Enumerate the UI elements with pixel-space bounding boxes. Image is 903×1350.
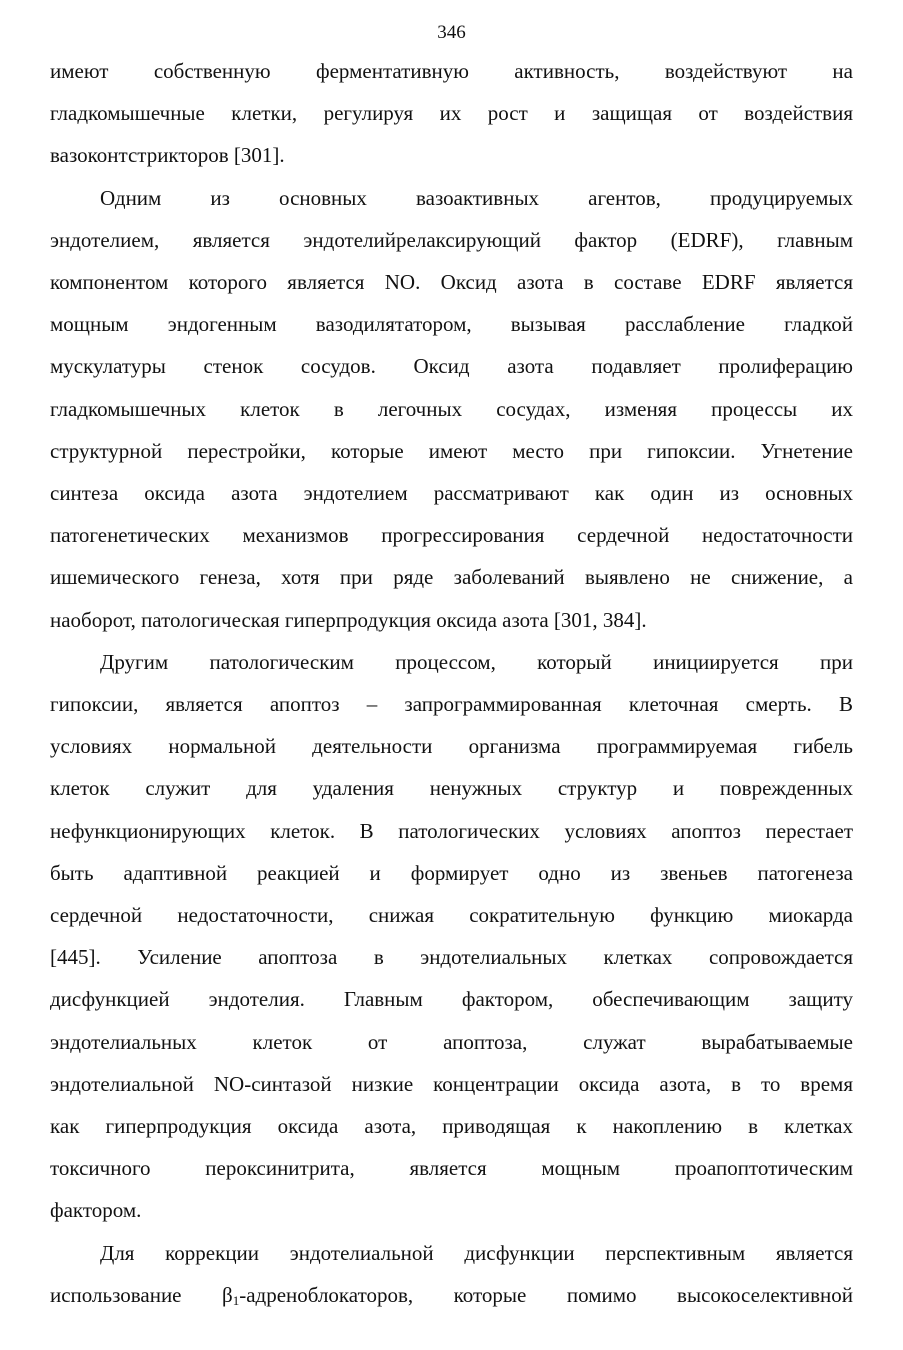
subscript-one: 1 <box>232 1292 240 1308</box>
text-line: фактором. <box>50 1198 142 1223</box>
text-line: дисфункцией эндотелия. Главным фактором, обеспечивающим защиту <box>50 987 853 1012</box>
text-line: гладкомышечных клеток в легочных сосудах, изменяя процессы их <box>50 396 853 421</box>
text-line: [445]. Усиление апоптоза в эндотелиальных клетках сопровождается <box>50 945 853 970</box>
text-line: имеют собственную ферментативную активность, воздействуют на <box>50 59 853 83</box>
text-line: гипоксии, является апоптоз – запрограммированная клеточная смерть. В <box>50 692 853 716</box>
text-line: эндотелиальных клеток от апоптоза, служат вырабатываемые <box>50 1029 853 1054</box>
text-line: сердечной недостаточности, снижая сократительную функцию миокарда <box>50 903 853 927</box>
text-line: патогенетических механизмов прогрессирования сердечной недостаточности <box>50 523 853 548</box>
text-line: как гиперпродукция оксида азота, приводящая к накоплению в клетках <box>50 1114 853 1138</box>
text-line: условиях нормальной деятельности организма программируемая гибель <box>50 734 853 759</box>
text-line: Другим патологическим процессом, который инициируется при <box>100 649 853 674</box>
text-line: синтеза оксида азота эндотелием рассматривают как один из основных <box>50 481 853 505</box>
text-line: структурной перестройки, которые имеют место при гипоксии. Угнетение <box>50 438 853 463</box>
text-line: клеток служит для удаления ненужных структур и поврежденных <box>50 776 853 801</box>
text-line: нефункционирующих клеток. В патологических условиях апоптоз перестает <box>50 818 853 843</box>
final-line-start: использование β <box>50 1282 233 1307</box>
page-number: 346 <box>437 22 466 43</box>
text-line: мускулатуры стенок сосудов. Оксид азота подавляет пролиферацию <box>50 354 853 379</box>
final-line-end: -адреноблокаторов, которые помимо высокоселективной <box>239 1282 853 1307</box>
text-line: компонентом которого является NO. Оксид азота в составе EDRF является <box>50 270 853 294</box>
text-line: быть адаптивной реакцией и формирует одно из звеньев патогенеза <box>50 860 853 885</box>
text-line: вазоконтстрикторов [301]. <box>50 143 285 168</box>
text-line: эндотелием, является эндотелийрелаксирующий фактор (EDRF), главным <box>50 227 853 252</box>
text-line-final <box>50 1274 853 1316</box>
text-line: гладкомышечные клетки, регулируя их рост и защищая от воздействия <box>50 101 853 126</box>
text-line: токсичного пероксинитрита, является мощным проапоптотическим <box>50 1156 853 1181</box>
text-line: мощным эндогенным вазодилятатором, вызывая расслабление гладкой <box>50 312 853 337</box>
text-line: Одним из основных вазоактивных агентов, продуцируемых <box>100 185 853 210</box>
text-line: эндотелиальной NO-синтазой низкие концентрации оксида азота, в то время <box>50 1071 853 1096</box>
text-line: ишемического генеза, хотя при ряде заболеваний выявлено не снижение, а <box>50 565 853 590</box>
text-line: наоборот, патологическая гиперпродукция оксида азота [301, 384]. <box>50 607 647 632</box>
text-line: Для коррекции эндотелиальной дисфункции перспективным является <box>100 1240 853 1265</box>
